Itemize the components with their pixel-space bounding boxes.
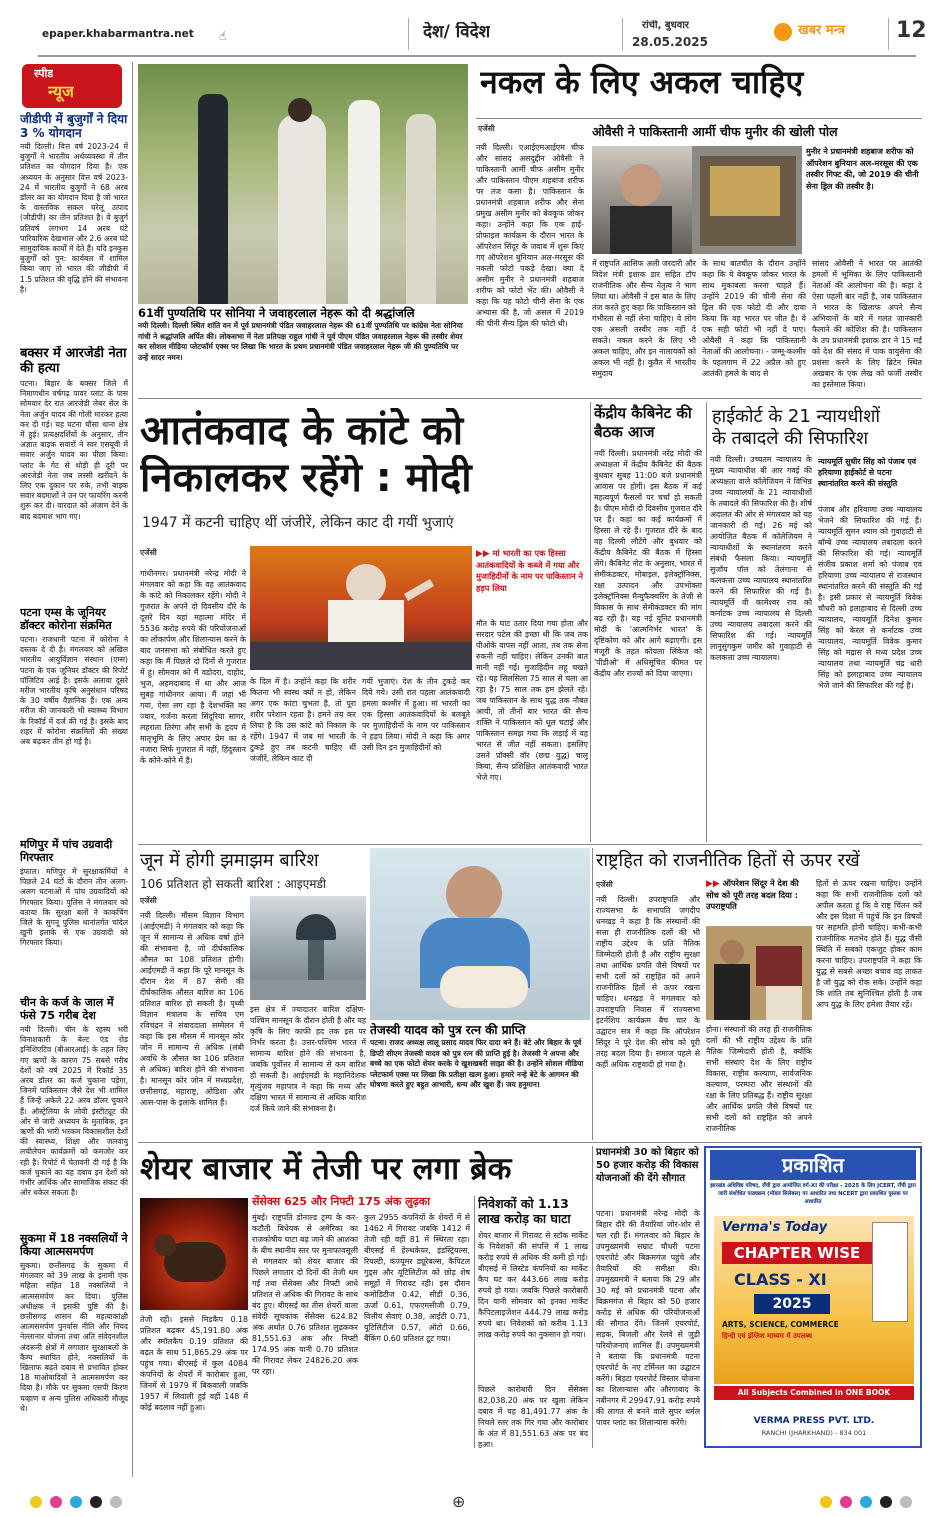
section-title: देश/ विदेश [423,22,491,42]
rashtrahit-headline: राष्ट्रहित को राजनीतिक हितों से ऊपर रखें [596,850,860,871]
registration-mark-icon [30,1496,42,1508]
hc-headline-1: हाईकोर्ट के 21 न्यायधीशों [712,406,880,427]
column-rule [132,62,133,1477]
hc-highlight: न्यायमूर्ति सुधीर सिंह को पंजाब एवं हरियाणा हाईकोर्ट से पटना स्थानांतरित करने की संस्तुति [818,457,917,488]
column-rule [706,402,707,842]
weather-col-1: नयी दिल्ली। मौसम विज्ञान विभाग (आईएमडी) ने मंगलवार को कहा कि जून में सामान्य से अधिक वर्षा होने की संभावना है, जो दीर्घकालिक औसत का 108 प्रतिशत होगी। आईएमडी ने कहा कि पूरे मानसून के दौरान देश में 87 सेमी की दीर्घकालिक औसत बारिश का 106 प्रतिशत बारिश हो सकती है। पृथ्वी विज्ञान मंत्रालय के सचिव एम रविचंद्रन ने संवाददाता सम्मेलन में कहा कि इस मौसम में मानसून कोर जोन में सामान्य से अधिक (लंबी अवधि के औसत का 106 प्रतिशत से अधिक) बारिश होने की संभावना है। मानसून कोर जोन में मध्यप्रदेश, छत्तीसगढ़, महाराष्ट्र, ओडिशा और आस-पास के इलाके शामिल हैं। [140,911,244,1107]
column-rule [592,848,593,1140]
modi-pullquote [476,548,588,614]
cabinet-headline: केंद्रीय कैबिनेट की बैठक आज [594,404,692,441]
masthead [0,0,945,60]
brief-headline: मणिपुर में पांच उग्रवादी गिरफ्तार [20,838,113,864]
tejashwi-photo [370,848,590,1020]
owaisi-col-2: में राष्ट्रपति आसिफ अली जरदारी और विदेश मंत्री इशाक डार सहित टॉप राजनीतिक और सैन्य नेतृत्व ने भाग लिया था। ओवैसी ने इस बात के लिए तंज करते हुए कहा कि पाकिस्तान को गंभीरता से नहीं लेना चाहिए। वे लोग एक असली तस्वीर तक नहीं दे सकते। नकल करने के लिए भी अकल चाहिए, और इन नालायकों को अकल भी नहीं है। कुवैत में भारतीय समुदाय [592,259,696,378]
share-col-3: कुल 2955 कंपनियों के शेयरों में से 1462 में गिरावट जबकि 1412 में तेजी रही वहीं 81 में स्थिरता रहा। बीएसई में हेल्थकेयर, इंडस्ट्रियल्स, रियल्टी, कंज्यूमर ड्यूरेबल्स, कैपिटल गुड्स और यूटिलिटीज को छोड़ शेष समूहों में गिरावट रही। इस दौरान कमोडिटीज 0.42, सीडी 0.36, ऊर्जा 0.61, एफएमसीजी 0.79, वित्तीय सेवाएं 0.38, आईटी 0.71, यूटिलिटीज 0.57, ऑटो 0.66, बैंकिंग 0.60 प्रतिशत टूट गया। [364,1213,470,1343]
caption-title: 61वीं पुण्यतिथि पर सोनिया ने जवाहरलाल नेहरू को दी श्रद्धांजलि [138,306,415,320]
byline: एजेंसी [140,896,157,905]
hc-col-2: पंजाब और हरियाणा उच्च न्यायालय भेजने की सिफारिश की गई है। न्यायमूर्ति सुमन श्याम को गुवाहाटी से बॉम्बे उच्च न्यायालय तबादला करने की सिफारिश की गई। न्यायमूर्ति संजीव प्रकाश शर्मा को पंजाब एवं हरियाणा उच्च न्यायालय से राजस्थान स्थानांतरित करने की संस्तुति की गई है। इसी प्रकार से न्यायमूर्ति विवेक चौधरी को इलाहाबाद से दिल्ली उच्च न्यायालय, न्यायमूर्ति दिनेश कुमार सिंह को केरल से कर्नाटक उच्च न्यायालय, न्यायमूर्ति विवेक कुमार सिंह को मद्रास से मध्य प्रदेश उच्च न्यायालय तथा न्यायमूर्ति चंद्र धारी सिंह को इलाहाबाद उच्च न्यायालय भेजे जाने की सिफारिश की गई है। [818,505,922,690]
sonia-photo [138,64,468,304]
rule [138,398,922,399]
speed-news-badge [22,64,122,108]
modi-col-1: गांधीनगर। प्रधानमंत्री नरेन्द्र मोदी ने मंगलवार को कहा कि वह आतंकवाद के कांटे को निकालकर रहेंगे। मोदी ने गुजरात के अपने दो दिवसीय दौरे के दूसरे दिन यहां महात्मा मंदिर में 5536 करोड़ रुपये की परियोजनाओं का लोकार्पण और शिलान्यास करने के बाद जनसभा को संबोधित करते हुए कहा कि मैं पिछले दो दिनों से गुजरात में हूं। सोमवार को मैं वडोदरा, दाहोद, भुज, अहमदाबाद में था और आज सुबह गांधीनगर आया। मैं जहां भी गया, ऐसा लग रहा है देशभक्ति का ज्वार, गर्जना करता सिंदूरिया सागर, लहराता तिरंगा और सभी के हृदय में मातृभूमि के लिए अपार प्रेम का ये नजारा सिर्फ गुजरात में नहीं, हिंदुस्तान के कोने-कोने में है। [140,569,246,765]
weather-headline: जून में होगी झमाझम बारिश [140,850,319,871]
registration-mark-icon [90,1496,102,1508]
registration-mark-icon [70,1496,82,1508]
book-class: CLASS - XI [734,1270,827,1289]
badge-top: स्पीड [34,67,54,80]
hc-headline-2: के तबादले की सिफारिश [712,428,869,449]
cabinet-body: नयी दिल्ली। प्रधानमंत्री नरेंद्र मोदी की अध्यक्षता में केंद्रीय कैबिनेट की बैठक बुधवार सुबह 11:00 बजे प्रधानमंत्री आवास पर होगी। इस बैठक में कई महत्वपूर्ण फैसलों पर चर्चा हो सकती है। पीएम मोदी दो दिवसीय गुजरात दौरे पर हैं। कहां का कई कार्यक्रमों में हिस्सा ले रहे हैं। गुजरात दौरे के बाद वह दिल्ली लौटेंगे और बुधवार को केंद्रीय कैबिनेट की बैठक में हिस्सा लेंगे। कैबिनेट नोट के अनुसार, भारत में सेमीकंडक्टर, मोबाइल, इलेक्ट्रॉनिक्स, रक्षा उत्पादन और उपभोक्ता इलेक्ट्रॉनिक्स मैन्युफैक्चरिंग के तेजी से विकास के साथ सेमीकंडक्टर की मांग बढ़ रही है। यह नई यूनिट प्रधानमंत्री मोदी के 'आत्मनिर्भर भारत' के दृष्टिकोण को और आगे बढ़ाएगी। इस मंजूरी के तहत कोयला लिंकेज को 'पीडीओ' में अधिसूचित कीमत पर केंद्रीय और राज्यों को दिया जाएगा। [594,449,702,678]
rashtrahit-col-3: हितों से ऊपर रखना चाहिए। उन्होंने कहा कि सभी राजनीतिक दलों को अपील करता हूं कि वे राष्ट्र चिंतन करें और इस दिशा में पहुंचें कि इन विषयों पर सहमति होनी चाहिए। कभी-कभी राजनीतिक मतभेद होते हैं। युद्ध जैसी स्थिति में सबको एकजुट होकर काम करना चाहिए। उपराष्ट्रपति ने कहा कि युद्ध से सबसे अच्छा बचाव वह ताकत है जो युद्ध को रोक सके। उन्होंने कहा कि शांति तब सुनिश्चित होती है जब आप युद्ध के लिए हमेशा तैयार रहें। [816,879,922,1009]
brand-emblem-icon [774,23,792,41]
registration-mark-icon [50,1496,62,1508]
city-day: रांची, बुधवार [642,20,690,31]
dhankhar-photo [706,926,812,1020]
brief-body: नयी दिल्ली। वित्त वर्ष 2023-24 में बुजुर्गों ने भारतीय अर्थव्यवस्था में तीन प्रतिशत का योगदान दिया है। एक अध्ययन के अनुसार वित्त वर्ष 2023-24 में भारतीय बुजुर्गों ने 68 अरब डॉलर का का योगदान दिया है जो भारत के वास्तविक सकल घरेलू उत्पाद (जीडीपी) का तीन प्रतिशत है। ये बुजुर्ग प्रतिवर्ष लगभग 14 अरब घंटे पारिवारिक देखभाल और 2.6 अरब घंटे सामुदायिक कार्यों में देते हैं। यदि इनकुस बुजुर्गों को पुन: कार्यबल में शामिल किया जाए तो भारत की जीडीपी में 1.5 प्रतिशत की वृद्धि होने की संभावना है। [20,142,128,294]
rashtrahit-pull [706,878,812,922]
badge-bottom: न्यूज [48,82,74,101]
pullquote-text: मां भारती का एक हिस्सा आतंकवादियों के कब्जे में गया और मुजाहिदीनों के नाम पर पाकिस्तान ने हड़प लिया [476,548,584,593]
ad-publisher: VERMA PRESS PVT. LTD. [753,1416,875,1426]
investors-body-2: पिछले कारोबारी दिन सेंसेक्स 82,038.20 अंक पर खुला लेकिन दबाव में यह 81,491.77 अंक के निचले स्तर तक गिर गया और कारोबार के अंत में 81,551.63 अंक पर बंद हुआ। [478,1385,588,1448]
caption-title: तेजस्वी यादव को पुत्र रत्न की प्राप्ति [370,1023,526,1037]
book-title: CHAPTER WISE [722,1242,872,1264]
header-divider [622,18,623,50]
ad-combined: All Subjects Combined in ONE BOOK [714,1386,914,1400]
page-number: 12 [896,18,927,43]
quote-marker-icon: ▶▶ [706,879,720,889]
lead-headline: नकल के लिए अकल चाहिए [480,63,804,101]
caption-body: पटना। राजद अध्यक्ष लालू प्रसाद यादव फिर दादा बने हैं। बेटे और बिहार के पूर्व डिप्टी सीएम तेजस्वी यादव को पुत्र रत्न की प्राप्ति हुई है। तेजस्वी ने अपना और बच्चे का एक फोटो शेयर करके ये खुशखबरी साझा की है। उन्होंने सोशल मीडिया प्लेटफार्म एक्स पर लिखा कि प्रतीक्षा खत्म हुआ। हमारे नन्हे बेटे के आगमन की घोषणा करते हुए बहुत आभारी, धन्य और खुश हैं। जय हनुमान! [370,1038,584,1089]
munir-caption: मुनीर ने प्रधानमंत्री शहबाज शरीफ को ऑपरेशन बुनियान अल-मरसूस की एक तस्वीर गिफ्ट की, जो 2019 की चीनी सेना ड्रिल की तस्वीर है। [806,147,919,191]
weather-col-2: इस क्षेत्र में ज्यादातर बारिश दक्षिण-पश्चिम मानसून के दौरान होती है और यह कृषि के लिए काफी हद तक इस पर निर्भर करता है। उत्तर-पश्चिम भारत में सामान्य बारिश होने की संभावना है, जबकि पूर्वोत्तर में सामान्य से कम बारिश हो सकती है। आईएमडी के महानिदेशक मृत्युंजय महापात्र ने कहा कि मध्य और दक्षिण भारत में सामान्य से अधिक बारिश दर्ज किये जाने की संभावना है। [250,1005,366,1113]
registration-mark-icon [840,1496,852,1508]
book-medium: हिन्दी एवं इंग्लिश माध्यम में उपलब्ध [722,1332,813,1340]
column-rule [590,402,591,842]
modi-photo [250,546,472,670]
brief-headline: बक्सर में आरजेडी नेता की हत्या [20,346,127,376]
rashtrahit-col-1: नयी दिल्ली। उपराष्ट्रपति और राज्यसभा के सभापति जगदीप धनखड़ ने कहा है कि संस्थानों की सत्ता ही राजनीतिक दलों की भी राष्ट्रीय उद्देश्य के प्रति नैतिक जिम्मेदारी होती है और राष्ट्रीय सुरक्षा तथा आर्थिक प्रगति जैसे विषयों पर सभी दलों को राष्ट्रहित को अपने राजनीतिक हितों से ऊपर रखना चाहिए। धनखड़ ने मंगलवार को उपराष्ट्रपति निवास में राज्यसभा इंटर्नशिप कार्यक्रम बैच चार के उद्घाटन सत्र में कहा कि ऑपरेशन सिंदूर ने पूरे देश की सोच को पूरी तरह बदल दिया है। समाज पहले से कहीं अधिक राष्ट्रवादी हो गया है। [596,895,700,1069]
advertisement[interactable] [704,1146,922,1448]
modi-col-2: के दिल में है। उन्होंने कहा कि शरीर कितना भी स्वस्थ क्यों न हो, लेकिन अगर एक कांटा चुभता है, तो पूरा शरीर परेशान रहता है। हमने तय कर लिया है कि उस कांटे को निकाल के रहेंगे। 1947 में जब मां भारती के टुकड़े हुए तब कटनी चाहिए थीं जंजीरें, लेकिन काट दी [250,677,356,763]
registration-mark-icon [820,1496,832,1508]
brief-headline: जीडीपी में बुजुर्गों ने दिया 3 % योगदान [20,112,128,140]
owaisi-headline: ओवैसी ने पाकिस्तानी आर्मी चीफ मुनीर की खोली पोल [592,124,838,139]
brief-gdp [20,112,128,340]
bihar-body: पटना। प्रधानमंत्री नरेन्द्र मोदी के बिहार दौरे की तैयारियां जोर-शोर से चल रही हैं। मंगलवार को बिहार के उपमुख्यमंत्री सम्राट चौधरी पटना एयरपोर्ट और बिक्रमगंज पहुंचे और तैयारियों की समीक्षा की। उपमुख्यमंत्री ने बताया कि 29 और 30 मई को प्रधानमंत्री पटना और बिक्रमगंज से बिहार को 50 हजार करोड़ से अधिक की परियोजनाओं की सौगात देंगे। जिनमें एयरपोर्ट, सड़क, बिजली और रेलवे से जुड़ी परियोजनाएं शामिल हैं। उपमुख्यमंत्री ने बताया कि प्रधानमंत्री पटना एयरपोर्ट के नए टर्मिनल का उद्घाटन करेंगे। बिहटा एयरपोर्ट विस्तार योजना का शिलान्यास और औरंगाबाद के नबीनगर में 29947.91 करोड़ रुपये की लागत से बनने वाले सुपर थर्मल पावर प्लांट का शिलान्यास करेंगे। [596,1209,700,1427]
speed-news-column [20,60,128,1480]
brief-body: पटना। बिहार के बक्सर जिले में निमाणधीन वर्षगढ़ पावर प्लांट के पास सोमवार देर रात आरजेडी लेबर सेल के नेता अर्जुन यादव की गोली मारकर हत्या कर दी गई। यह घटना चौसा थाना क्षेत्र में हुई। प्रत्यक्षदर्शियों के अनुसार, तीन अज्ञात बाइक सवारों ने स्वर एसयूवी में सवार अर्जुन यादव का पीछा किया। प्लांट के गेट से थोड़ी ही दूरी पर आरजेडी नेता जब लस्सी खरीदने के लिए एक दुकान पर रुके, तभी बाइक सवार बदमाशों ने उन पर फायरिंग करनी शुरू कर दी। वारदात को अंजाम देने के बाद बदमाश भाग गए। [20,379,128,521]
hc-col-1: नयी दिल्ली। उच्चतम न्यायालय के मुख्य न्यायाधीश बी आर गवई की अध्यक्षता वाले कॉलेजियम ने विभिन्न उच्च न्यायालयों के 21 न्यायाधीशों के तबादले की सिफारिश की है। शीर्ष अदालत की ओर से मंगलवार को यह जानकारी दी गई। 26 मई को आयोजित बैठक में कॉलेजियम ने न्यायाधीशों के स्थानांतरण करने संबंधी फैसला किया। न्यायमूर्ति सुजॉय पॉल को तेलंगाना से कलकत्ता उच्च न्यायालय स्थानांतरित करने की सिफारिश की गई है। न्यायमूर्ति वी कामेश्वर राव को कर्नाटक उच्च न्यायालय से दिल्ली उच्च न्यायालय तबादला करने की सिफारिश की गई। न्यायमूर्ति लानुसुंगकुम जमीर को गुवाहाटी से कलकत्ता उच्च न्यायालय। [710,455,812,662]
column-rule [592,1146,593,1448]
issue-date: 28.05.2025 [632,35,708,49]
brief-body: नयी दिल्ली। चीन के रहस्य भरी विनाशकारी के बेल्ट एंड रोड इनिशिएटिव (बीआरआई) के तहत लिए गए ऋणों के कारण 75 सबसे गरीब देशों को वर्ष 2025 में रिकॉर्ड 35 अरब डॉलर का कर्ज चुकाना पड़ेगा, जिनमें पाकिस्तान जैसे देश भी शामिल हैं जिन्हें अकेले 22 अरब डॉलर चुकाने हैं। ऑस्ट्रेलिया के लोवी इंस्टीट्यूट की ओर से जारी अध्ययन के मुताबिक, इन ऋणों की भारी भरकम विकासशील देशों की स्वास्थ्य, शिक्षा और जलवायु लचीलेपन कार्यक्रमों को कमजोर कर रही है। रिपोर्ट में चेतावनी दी गई है कि कर्ज चुकाने का यह दबाव इन देशों को गंभीर आर्थिक और सामाजिक संकट की ओर धकेल सकता है। [20,1025,128,1198]
brief-body: पटना। राजधानी पटना में कोरोना ने दस्तक दे दी है। मंगलवार को अखिल भारतीय आयुर्विज्ञान संस्थान (एम्स) पटना के एक जूनियर डॉक्टर की रिपोर्ट पॉजिटिव आई है। इसके अलावा दूसरे मरीज भारतीय कृषि अनुसंधान परिषद के 30 वर्षीय वैज्ञानिक हैं। एक अन्य मरीज की जानकारी भी स्वास्थ्य विभाग के रिकॉर्ड में दर्ज की गई है। इसके बाद शहर में कोरोना संक्रमितों की संख्या अब बढ़कर तीन हो गई है। [20,635,128,747]
rule [476,118,922,119]
brief-china-debt [20,996,128,1226]
book-streams: ARTS, SCIENCE, COMMERCE [722,1320,839,1329]
header-divider [888,18,889,50]
bihar-headline: प्रधानमंत्री 30 को बिहार को 50 हजार करोड़ की विकास योजनाओं की देंगे सौगात [596,1147,699,1184]
rain-photo [250,896,366,1000]
registration-footer [0,1488,945,1517]
crosshair-icon: ⊕ [452,1492,466,1511]
brief-body: सुकमा। छत्तीसगढ़ के सुकमा में मंगलवार को 39 लाख के इनामी एक महिला सहित 18 नक्सलियों ने आत्मसमर्पण कर दिया। पुलिस अधीक्षक ने इसकी पुष्टि की है। छत्तीसगढ़ शासन की महत्वाकांक्षी आत्मसमर्पण पुनर्वास नीति और नियद नेल्लानार योजना तथा अति संवेदनशील अंदरूनी क्षेत्रों में लगातार सुरक्षाबलों के कैम्प स्थापित होने, नक्सलियों के खिलाफ बढ़ते दबाव से प्रभावित होकर 18 माओवादियों ने आत्मसमर्पण कर दिया है। मौके पर सुकमा एसपी किरण चव्हाण व अन्य पुलिस अधिकारी मौजूद थे। [20,1261,128,1413]
modi-headline-1: आतंकवाद के कांटे को [140,408,464,454]
byline: एजेंसी [596,880,613,889]
pull-text: ऑपरेशन सिंदूर ने देश की सोच को पूरी तरह बदल दिया : उपराष्ट्रपति [706,878,799,912]
rashtrahit-col-2: होना। संस्थानों की तरह ही राजनीतिक दलों की भी राष्ट्रीय उद्देश्य के प्रति नैतिक जिम्मेदारी होती है, क्योंकि सभी संस्थाएं देश के लिए राष्ट्रीय विकास, राष्ट्रीय कल्याण, सार्वजनिक कल्याण, परम्परा और संस्थानों की रक्षा के लिए प्रतिबद्ध हैं। राष्ट्रीय सुरक्षा और आर्थिक प्रगति जैसे विषयों पर सभी दलों को राष्ट्रहित को अपने राजनीतिक [706,1025,812,1133]
brief-aiims [20,606,128,836]
registration-mark-icon [860,1496,872,1508]
brand-name: खबर मन्त्र [798,23,846,38]
ad-brand: प्रकाशित [710,1150,916,1180]
owaisi-col-4: सांसद ओवैसी ने भारत पर आतंकी हमलों में भूमिका के लिए पाकिस्तानी नेताओं की आलोचना की है। कहा दे ऐसा पहली बार नहीं है, जब पाकिस्तान ने भारत के खिलाफ अपने सैन्य अभियानों के बारे में गलत जानकारी फैलाने की कोशिश की है। पाकिस्तान के उप प्रधानमंत्री इशाक डार ने 15 मई को देश की संसद में पाक वायुसेना की प्रशंसा करने के लिए ब्रिटेन स्थित अखबार के एक लेख को फर्जी तस्वीर का इस्तेमाल किया। [812,259,922,389]
registration-mark-icon [110,1496,122,1508]
bear-photo [140,1198,248,1310]
owaisi-col-1: नयी दिल्ली। एआईएमआईएम चीफ और सांसद असदुद्दीन ओवैसी ने पाकिस्तानी आर्मी चीफ असीम मुनीर और पाकिस्तान पीएम शहबाज शरीफ पर तंज कसा है। पाकिस्तान के प्रधानमंत्री शहबाज शरीफ और सेना प्रमुख असीम मुनीर को बेवकूफ जोकर कहा। उन्होंने कहा कि एक हाई-प्रोफाइल कार्यक्रम के दौरान भारत के ऑपरेशन सिंदूर के जवाब में शुरू किए गए ऑपरेशन बुनियान अल-मरसूस की नकली फोटो पकड़े देखा। क्या दे असीम मुनीर ने प्रधानमंत्री शहबाज शरीफ को फोटो भेंट की। ओवैसी ने कहा कि यह फोटो चीनी सेना के एक अभ्यास की है, जो असल में 2019 की चीनी सैन्य ड्रिल की फोटो थी। [476,143,584,328]
ad-tagline: झारखंड अधिविद्य परिषद, राँची द्वारा आयोजित वर्ग-XI की परीक्षा - 2025 के लिए JCERT, राँची द्वारा जारी संशोधित पाठ्यक्रम (मॉडल सिलेबस) पर आधारित तथा NCERT द्वारा प्रकाशित पुस्तक पर आधारित [710,1183,916,1205]
quote-marker-icon: ▶▶ [476,549,490,559]
caption-body: नयी दिल्ली। दिल्ली स्थित शांति वन में पूर्व प्रधानमंत्री पंडित जवाहरलाल नेहरू की 61वीं पुण्यतिथि पर कांग्रेस नेता सोनिया गांधी ने श्रद्धांजलि अर्पित की। लोकसभा में नेता प्रतिपक्ष राहुल गांधी ने पूर्व पीएम पंडित जवाहरलाल नेहरू की तस्वीर शेयर कर सोशल मीडिया प्लेटफॉर्म एक्स पर लिखा कि भारत के प्रथम प्रधानमंत्री पंडित जवाहरलाल नेहरू जी की पुण्यतिथि पर उन्हें सादर नमन। [138,321,463,362]
share-subhead: सेंसेक्स 625 और निफ्टी 175 अंक लुढ़का [252,1195,431,1208]
modi-col-4: मौत के घाट उतार दिया गया होता और सरदार पटेल की इच्छा थी कि जब तक पीओके वापस नहीं आता, तब तक सेना रुकनी नहीं चाहिए। लेकिन उनकी बात मानी नहीं गई। मुजाहिदीन लहू चखते रहे। यह सिलसिला 75 साल से चला आ रहा है। 75 साल तक हम झेलते रहे। जब पाकिस्तान के साथ युद्ध तक नौबत आयी, तो तीनों बार भारत की सैन्य शक्ति ने पाकिस्तान को धूल चटाई और पाकिस्तान समझ गया कि लड़ाई में वह भारत से जीत नहीं सकता। इसलिए उसने प्रॉक्सी वॉर (छद्म युद्ध) चालू किया, सैन्य प्रशिक्षित आतंकवादी भारत भेजे गए। [476,619,588,782]
brief-body: इंफाल। मणिपुर में सुरक्षाकर्मियों ने पिछले 24 घंटों के दौरान तीन अलग-अलग घटनाओं में पांच उग्रवादियों को गिरफ्तार किया। पुलिस ने मंगलवार को बताया कि सुरक्षा बलों ने काकचिंग जिले के सुगनू पुलिस थानांतर्गत चांदेल खुनी इलाके से एक उग्रवादी को गिरफ्तार किया। [20,867,128,948]
investors-headline: निवेशकों को 1.13 लाख करोड़ का घाटा [478,1196,571,1226]
modi-headline-2: निकालकर रहेंगे : मोदी [140,455,472,501]
header-rule [38,55,916,57]
brief-sukma [20,1232,128,1480]
modi-col-3: गयीं भुजाएं। देश के तीन टुकड़े कर दिये गये। उसी रात पहला आतंकवादी हमला कश्मीर में हुआ। मां भारती का एक हिस्सा आतंकवादियों के बलबूते पर मुजाहिदीनों के नाम पर पाकिस्तान ने हड़प लिया। मोदी ने कहा कि अगर उसी दिन इन मुजाहिदीनों को [362,677,470,752]
brief-headline: चीन के कर्ज के जाल में फंसे 75 गरीब देश [20,996,114,1022]
modi-subhead: 1947 में कटनी चाहिए थीं जंजीरें, लेकिन काट दी गयीं भुजाएं [142,515,454,531]
investors-body: शेयर बाजार में गिरावट से स्टॉक मार्केट के निवेशकों की संपत्ति में 1 लाख करोड़ रुपये से अधिक की कमी हो गई। बीएसई में लिस्टेड कंपनियों का मार्केट कैप घट कर 443.66 लाख करोड़ रुपये हो गया। जबकि पिछले कारोबारी दिन यानी सोमवार को इनका मार्केट कैपिटलाइजेशन 444.79 लाख करोड़ रुपये था। निवेशकों को करीब 1.13 लाख करोड़ रुपये का नुकसान हो गया। [478,1231,588,1339]
ad-address: RANCHI (JHARKHAND) - 834 001 [761,1430,867,1437]
registration-mark-icon [880,1496,892,1508]
share-col-1: मुंबई। राष्ट्रपति डोनाल्ड ट्रम्प के कर-कटौती विधेयक से अमेरिका का राजकोषीय घाटा बढ़ जाने की आशंका के बीच स्थानीय स्तर पर मुनाफावसूली से मंगलवार को शेयर बाजार की पिछले लगातार दो दिनों की तेजी थम गई तथा सेंसेक्स और निफ्टी आधे प्रतिशत से अधिक की गिरावट के साथ बंद हुए। बीएसई का तीस शेयरों वाला संवेदी सूचकांक सेंसेक्स 624.82 अंक अर्थात 0.76 प्रतिशत लुढ़ककर 81,551.63 अंक और निफ्टी 174.95 अंक यानी 0.70 प्रतिशत की गिरावट लेकर 24826.20 अंक पर रहा। [252,1213,358,1376]
share-headline: शेयर बाजार में तेजी पर लगा ब्रेक [140,1151,512,1187]
brief-headline: पटना एम्स के जूनियर डॉक्टर कोरोना संक्रमित [20,606,112,632]
book-year: 2025 [754,1294,830,1314]
site-url[interactable]: epaper.khabarmantra.net [42,28,194,40]
brief-manipur [20,838,128,988]
brand-logo [774,22,886,44]
rule [138,844,922,845]
owaisi-col-3: के साथ बातचीत के दौरान उन्होंने कहा कि ये बेवकूफ जोकर भारत के साथ मुकाबला करना चाहते हैं। उन्होंने 2019 की चीनी सेना की ड्रिल की एक फोटो दी और दावा किया कि वह भारत पर जीत है। वे एक सही फोटो भी नहीं दे पाए। ओवैसी ने कहा कि पाकिस्तानी नेताओं की आलोचना। - जम्मू-कश्मीर के पहलगाम में 22 अप्रैल को हुए आतंकी हमले के बाद से [702,259,806,378]
owaisi-photo [592,146,802,254]
cursor-icon: ☝ [219,29,227,43]
tejashwi-caption [370,1022,590,1140]
brief-buxar [20,346,128,596]
share-col-2b: तेजी रही। इससे मिडकैप 0.18 प्रतिशत बढ़कर 45,191.80 अंक और स्मॉलकैप 0.19 प्रतिशत की बढ़त के साथ 51,865.29 अंक पर पहुंच गया। बीएसई में कुल 4084 कंपनियों के शेयरों में कारोबार हुआ, जिनमें से 1979 में बिकवाली जबकि 1957 में लिवाली हुई वहीं 148 में कोई बदलाव नहीं हुआ। [140,1315,248,1412]
book-brand: Verma's Today [722,1220,828,1235]
rule [138,1142,922,1143]
header-divider [408,18,409,50]
ad-book-cover [714,1216,914,1384]
byline: एजेंसी [140,548,157,557]
weather-subhead: 106 प्रतिशत हो सकती बारिश : आइएमडी [140,877,326,891]
column-rule [474,1196,475,1448]
book-stack-icon [872,1222,908,1322]
brief-headline: सुकमा में 18 नक्सलियों ने किया आत्मसमर्पण [20,1232,128,1258]
registration-mark-icon [900,1496,912,1508]
sonia-caption [138,306,468,396]
byline: एजेंसी [478,124,495,133]
